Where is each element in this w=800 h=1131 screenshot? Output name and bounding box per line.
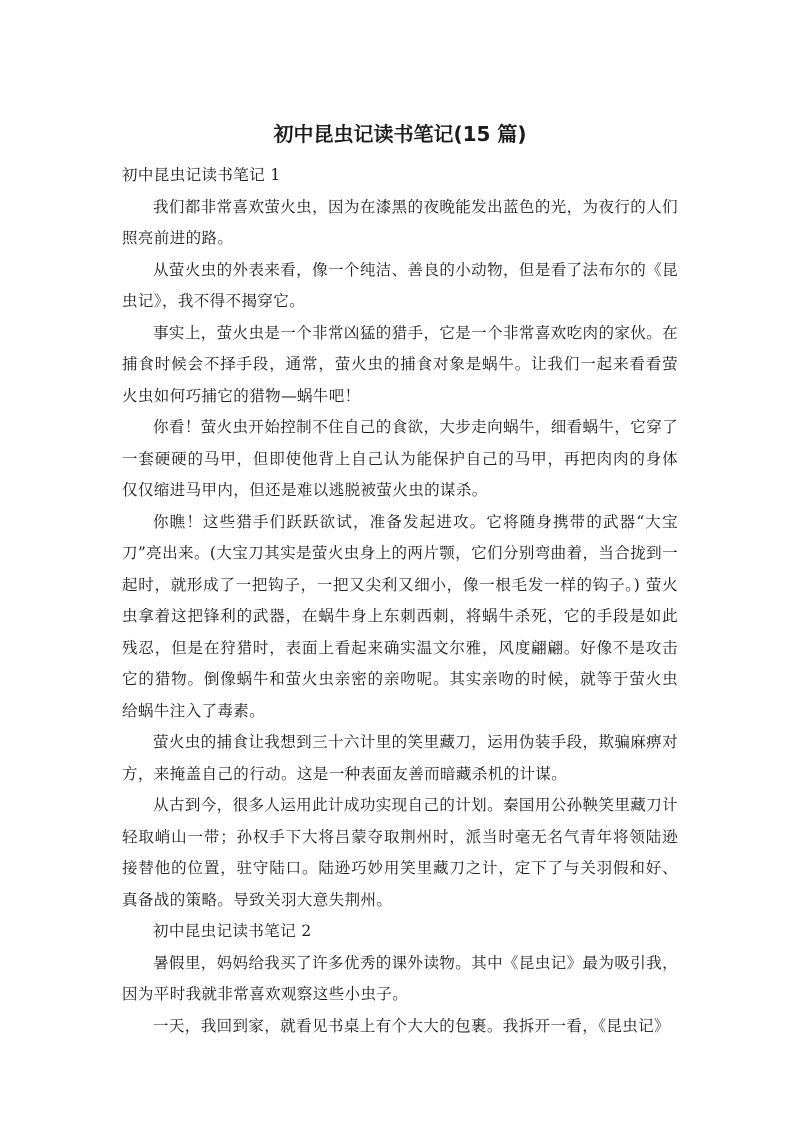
- document-title: 初中昆虫记读书笔记(15 篇): [273, 122, 527, 146]
- paragraph: 一天，我回到家，就看见书桌上有个大大的包裹。我拆开一看，《昆虫记》: [153, 1016, 670, 1035]
- paragraph: 事实上，萤火虫是一个非常凶猛的猎手，它是一个非常喜欢吃肉的家伙。在捕食时候会不择手段，通常，萤火虫的捕食对象是蜗牛。让我们一起来看看萤火虫如何巧捕它的猎物—蜗牛吧！: [122, 323, 678, 405]
- paragraph: 从萤火虫的外表来看，像一个纯洁、善良的小动物，但是看了法布尔的《昆虫记》，我不得不揭穿它。: [122, 260, 678, 310]
- paragraph: 你看！萤火虫开始控制不住自己的食欲，大步走向蜗牛，细看蜗牛，它穿了一套硬硬的马甲，但即使他背上自己认为能保护自己的马甲，再把肉肉的身体仅仅缩进马甲内，但还是难以逃脱被萤火虫的谋杀。: [122, 418, 678, 499]
- paragraph: 从古到今，很多人运用此计成功实现自己的计划。秦国用公孙鞅笑里藏刀计轻取峭山一带；孙权手下大将吕蒙夺取荆州时，派当时毫无名气青年将领陆逊接替他的位置，驻守陆口。陆逊巧妙用笑里藏刀之计，定下了与关羽假和好、真备战的策略。导致关羽大意失荆州。: [122, 796, 678, 909]
- section-heading-2: 初中昆虫记读书笔记 2: [153, 922, 312, 940]
- paragraph: 萤火虫的捕食让我想到三十六计里的笑里藏刀，运用伪装手段，欺骗麻痹对方，来掩盖自己的行动。这是一种表面友善而暗藏杀机的计谋。: [122, 733, 678, 783]
- section-heading-1: 初中昆虫记读书笔记 1: [122, 166, 281, 184]
- paragraph: 我们都非常喜欢萤火虫，因为在漆黑的夜晚能发出蓝色的光，为夜行的人们照亮前进的路。: [122, 197, 678, 247]
- paragraph: 你瞧！这些猎手们跃跃欲试，准备发起进攻。它将随身携带的武器“大宝刀”亮出来。(大宝刀其实是萤火虫身上的两片颚，它们分别弯曲着，当合拢到一起时，就形成了一把钩子，一把又尖利又细小，像一根毛发一样的钩子。) 萤火虫拿着这把锋利的武器，在蜗牛身上东刺西刺，将蜗牛杀死，它的手段是如此残忍，但是在狩猎时，表面上看起来确实温文尔雅，风度翩翩。好像不是攻击它的猎物。倒像蜗牛和萤火虫亲密的亲吻呢。其实亲吻的时候，就等于萤火虫给蜗牛注入了毒素。: [122, 512, 678, 720]
- paragraph: 暑假里，妈妈给我买了许多优秀的课外读物。其中《昆虫记》最为吸引我，因为平时我就非常喜欢观察这些小虫子。: [122, 953, 678, 1003]
- document-body: [122, 160, 678, 1042]
